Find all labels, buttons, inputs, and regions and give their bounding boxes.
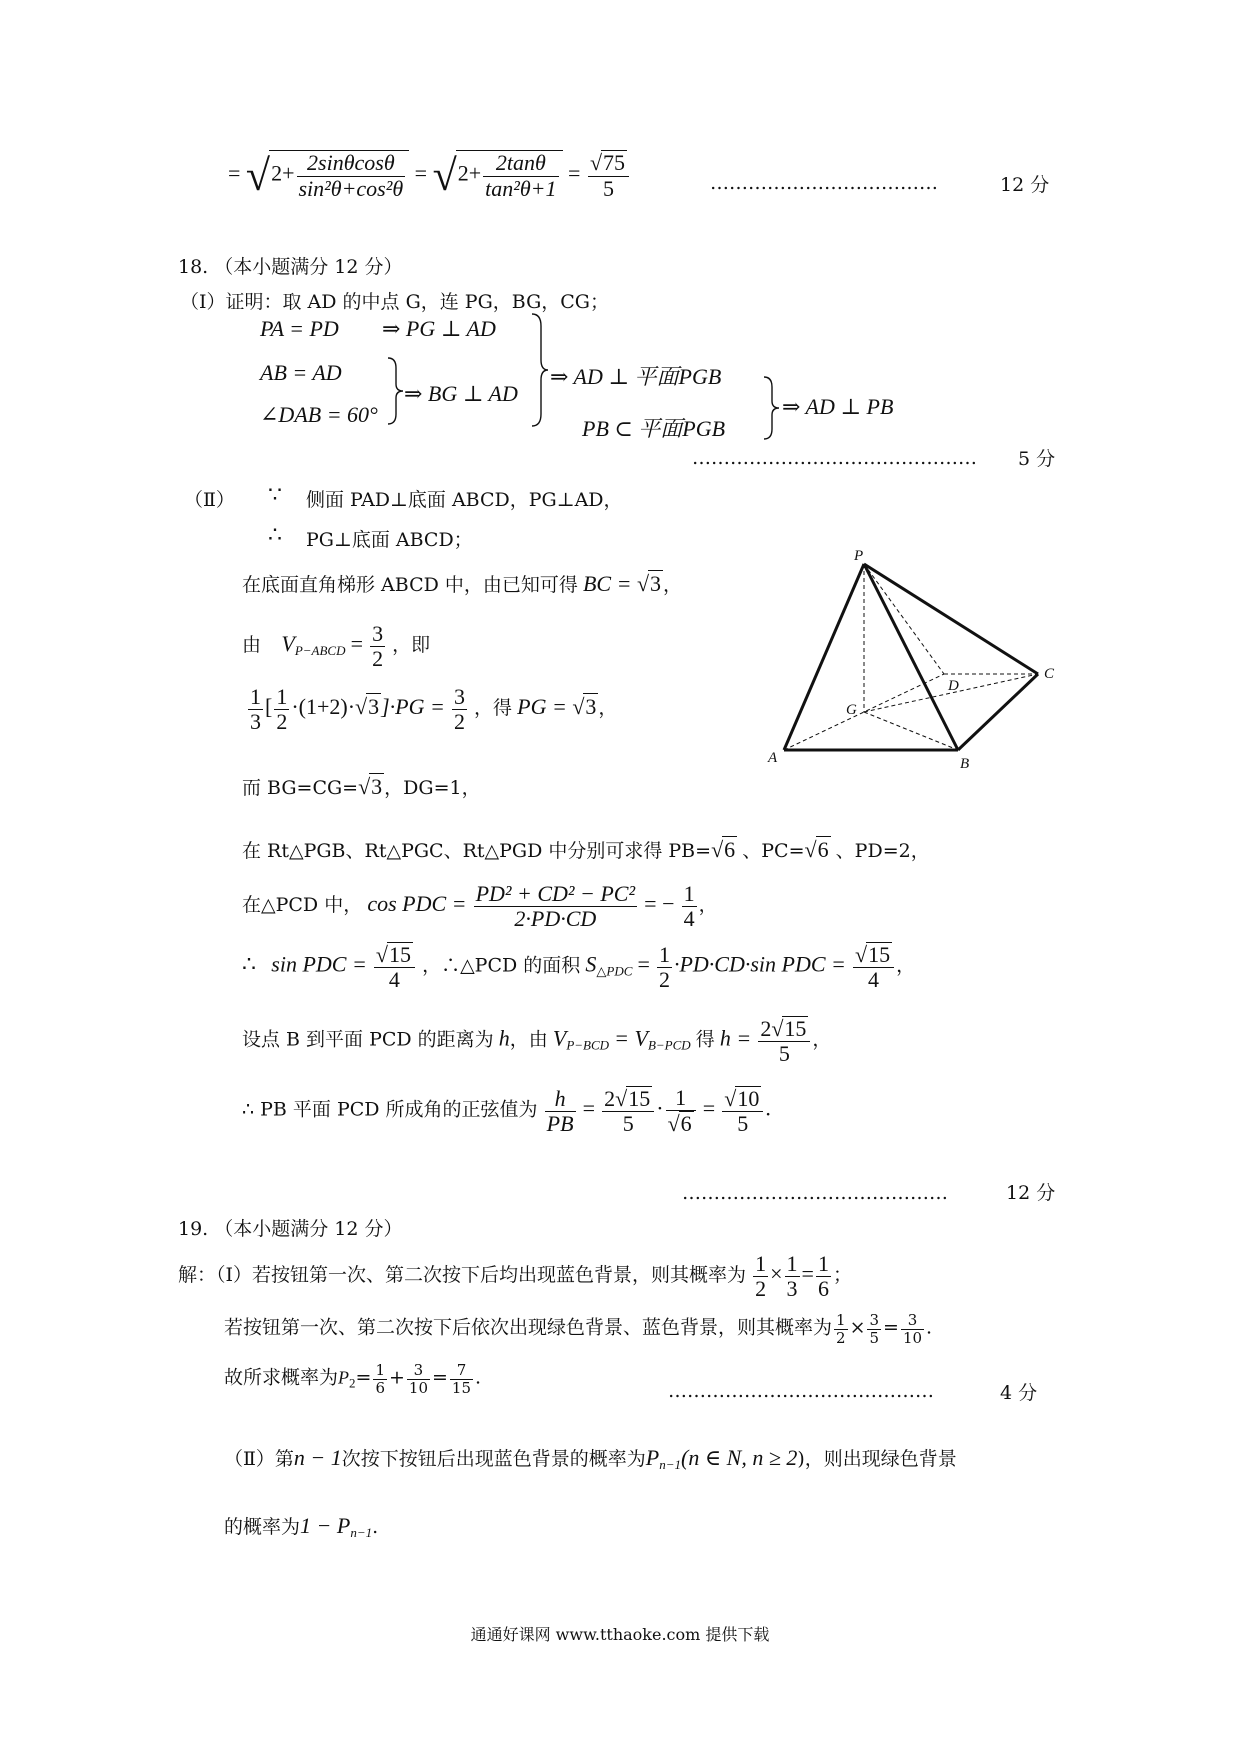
radicand: 3 [371, 774, 383, 799]
fraction [248, 685, 263, 734]
text: 在△PCD 中， [242, 894, 363, 917]
num: 1 [786, 1251, 798, 1276]
times: × [849, 1316, 866, 1339]
text: ，DG=1， [384, 777, 481, 799]
text: 在 Rt△PGB、Rt△PGC、Rt△PGD 中分别可求得 PB= [242, 840, 712, 862]
den: 2 [453, 709, 465, 735]
comma: ， [896, 954, 916, 977]
because-symbol: ∵ [268, 483, 282, 508]
fraction [867, 1312, 881, 1346]
plus: + [388, 1366, 405, 1389]
proof-line-3-left: ∠DAB = 60° [260, 402, 378, 427]
edge-PB [864, 564, 958, 750]
score-label: 12 分 [1000, 174, 1050, 196]
text: ，得 [474, 697, 513, 720]
math: (n ∈ N, n ≥ 2 [681, 1445, 798, 1470]
part2-line-10 [242, 1016, 831, 1066]
num: √15 [853, 942, 894, 968]
area-symbol: S [585, 951, 597, 977]
num: 2√15 [758, 1016, 810, 1042]
period: . [926, 1316, 933, 1339]
num: 7 [450, 1362, 473, 1380]
term-two: 2+ [271, 161, 295, 187]
den: 2 [755, 1276, 767, 1302]
den: √6 [667, 1111, 692, 1137]
therefore-symbol: ∴ [242, 952, 256, 978]
comma: ， [698, 894, 718, 917]
score-label: 12 分 [1006, 1182, 1056, 1204]
den: 2 [658, 966, 670, 992]
subscript: P−ABCD [294, 643, 346, 659]
den: PB [546, 1110, 574, 1136]
q18-title: 18. （本小题满分 12 分） [178, 256, 403, 278]
den: 6 [375, 1378, 385, 1397]
equals: = [702, 1095, 716, 1121]
right-brace-small [386, 356, 406, 426]
part2-line-5 [246, 685, 617, 734]
fraction [834, 1312, 848, 1346]
num: 1 [755, 1251, 767, 1276]
equals: = [637, 951, 650, 977]
equals: = [355, 1366, 372, 1389]
den: 2 [372, 646, 384, 672]
radicand-1 [269, 150, 409, 200]
part2-line-4 [242, 622, 430, 671]
fraction [657, 943, 672, 992]
num: h [545, 1087, 576, 1112]
den: 4 [868, 967, 880, 993]
subscript: △PDC [596, 963, 633, 979]
num: 1 [836, 1311, 846, 1329]
den: 10 [408, 1378, 428, 1397]
fraction-3-den: 5 [602, 175, 614, 201]
math: ]·PG = [381, 694, 445, 720]
math: P [338, 1367, 350, 1388]
num: 1 [276, 684, 288, 709]
den: 6 [817, 1276, 829, 1302]
fraction [274, 685, 289, 734]
fraction [407, 1362, 430, 1396]
den: 2 [276, 709, 288, 735]
q19-title: 19. （本小题满分 12 分） [178, 1218, 403, 1240]
fraction [901, 1312, 924, 1346]
fraction [545, 1087, 576, 1136]
equals: = [801, 1261, 814, 1287]
den: 4 [388, 967, 400, 993]
num: 1 [375, 1361, 385, 1379]
fraction [753, 1252, 768, 1301]
num: 3 [869, 1311, 880, 1329]
num: 1 [250, 684, 261, 709]
text: ，由 [509, 1028, 548, 1051]
fraction-2-num: 2tanθ [483, 151, 558, 176]
radicand: 6 [724, 837, 736, 862]
fraction-1-den: sin²θ+cos²θ [298, 175, 404, 201]
right-brace-final [762, 375, 782, 441]
pyramid-figure [760, 548, 1060, 778]
semicolon: ； [832, 1264, 852, 1287]
proof-line-2-left: AB = AD [260, 360, 342, 385]
text: 而 BG=CG= [242, 777, 359, 799]
edge-PA [784, 564, 864, 750]
period: . [475, 1366, 482, 1389]
den: 2 [836, 1328, 846, 1347]
label-D: D [948, 678, 959, 694]
q19-line-2 [224, 1312, 932, 1346]
score-label: 5 分 [1018, 448, 1056, 470]
den: 2·PD·CD [514, 906, 597, 932]
q19-line-4 [224, 1444, 957, 1473]
text: 次按下按钮后出现蓝色背景的概率为 [341, 1448, 646, 1470]
fraction [602, 1086, 654, 1136]
part2-line-2: PG⊥底面 ABCD； [306, 529, 473, 551]
fraction [853, 942, 894, 992]
edge-GB [864, 712, 958, 750]
fraction-1-num: 2sinθcosθ [297, 151, 406, 176]
math: PG = [517, 694, 573, 720]
text: 解：（Ⅰ）若按钮第一次、第二次按下后均出现蓝色背景，则其概率为 [178, 1264, 747, 1287]
equals: = [432, 1366, 448, 1389]
num: 1 [666, 1086, 696, 1111]
math: h [498, 1025, 510, 1051]
equals: = [568, 160, 581, 186]
proof-line-23-right: ⇒ BG ⊥ AD [404, 381, 518, 406]
equals: = [582, 1095, 596, 1121]
den: 4 [683, 906, 695, 932]
fraction [374, 942, 415, 992]
proof-final: ⇒ AD ⊥ PB [782, 394, 894, 419]
fraction [816, 1252, 831, 1301]
num: 3 [453, 684, 465, 709]
num: 3 [407, 1362, 430, 1380]
math: ·(1+2)· [291, 694, 356, 720]
fraction [474, 882, 637, 931]
text: 故所求概率为 [224, 1366, 339, 1389]
part2-line-3 [242, 570, 682, 597]
num: 3 [901, 1312, 924, 1330]
den: 10 [902, 1328, 923, 1347]
fraction-2 [483, 151, 558, 200]
radicand: 3 [585, 694, 597, 720]
math: h = [719, 1025, 752, 1051]
fraction [758, 1016, 810, 1066]
edge-PD [864, 564, 944, 674]
math: = − [644, 891, 675, 917]
label-B: B [960, 756, 970, 772]
sqrt-sign: √ [711, 837, 724, 862]
text: 由 [242, 634, 262, 657]
part2-line-6 [242, 773, 481, 800]
part2-line-7 [242, 836, 930, 863]
text: ∴ PB 平面 PCD 所成角的正弦值为 [242, 1098, 538, 1121]
proof-line-1-right: ⇒ PG ⊥ AD [382, 316, 496, 341]
subscript: 2 [349, 1375, 356, 1391]
math: cos PDC = [367, 891, 467, 917]
text: 、PD=2， [835, 840, 930, 862]
therefore-symbol: ∴ [268, 523, 282, 548]
label-C: C [1044, 666, 1055, 682]
fraction [666, 1086, 696, 1136]
fraction [370, 622, 385, 671]
fraction-3 [588, 150, 629, 200]
q19-line-5 [224, 1512, 378, 1541]
label-P: P [854, 548, 864, 564]
math: = V [614, 1025, 648, 1051]
fraction [373, 1362, 387, 1396]
sqrt-sign: √ [572, 694, 585, 720]
den: 3 [786, 1276, 798, 1302]
text: 得 [695, 1028, 715, 1051]
fraction [722, 1086, 763, 1136]
fraction [452, 685, 467, 734]
proof-line-1-left: PA = PD [260, 316, 339, 341]
page-footer: 通通好课网 www.tthaoke.com 提供下载 [470, 1625, 770, 1644]
fraction-2-den: tan²θ+1 [485, 175, 557, 201]
equals: = [350, 631, 363, 657]
subscript: n−1 [350, 1525, 373, 1540]
num: √15 [374, 942, 415, 968]
text: ，∴△PCD 的面积 [422, 954, 581, 977]
text: ，即 [392, 634, 431, 657]
edge-BC [958, 674, 1038, 750]
q18-part1-intro: （Ⅰ）证明：取 AD 的中点 G，连 PG，BG，CG； [180, 291, 609, 313]
radicand: 6 [817, 837, 829, 862]
q19-line-3 [224, 1362, 481, 1396]
comma: ， [812, 1028, 832, 1051]
dot: · [656, 1095, 664, 1121]
num: PD² + CD² − PC² [475, 881, 636, 906]
fraction [450, 1362, 473, 1396]
sqrt-sign: √ [432, 151, 457, 200]
sqrt-sign: √ [358, 774, 371, 799]
den: 5 [622, 1111, 634, 1137]
sqrt-sign: √ [804, 837, 817, 862]
den: 5 [737, 1111, 749, 1137]
term-two: 2+ [457, 161, 482, 187]
text: 的概率为 [224, 1516, 301, 1538]
period: . [372, 1516, 379, 1538]
part2-line-1: 侧面 PAD⊥底面 ABCD，PG⊥AD， [306, 489, 623, 511]
math: n − 1 [293, 1445, 342, 1470]
equals: = [414, 160, 428, 186]
q19-line-1 [178, 1252, 852, 1301]
text: 若按钮第一次、第二次按下后依次出现绿色背景、蓝色背景，则其概率为 [224, 1316, 833, 1339]
math: V [552, 1025, 567, 1051]
math: BC = [582, 571, 637, 596]
part2-line-8 [242, 882, 718, 931]
top-equation [228, 150, 631, 210]
fraction-3-num: √75 [588, 150, 629, 176]
radicand: 3 [368, 694, 380, 720]
proof-mid-top: ⇒ AD ⊥ 平面PGB [550, 364, 722, 389]
score-dots: …………………………………… [682, 1182, 948, 1204]
math: P [645, 1445, 660, 1470]
text: 在底面直角梯形 ABCD 中，由已知可得 [242, 574, 578, 596]
fraction-1 [297, 151, 406, 200]
score-dots: ……………………………………… [692, 447, 977, 469]
num: 3 [372, 621, 384, 646]
sqrt-sign: √ [636, 571, 650, 596]
part2-line-11 [242, 1086, 771, 1136]
label-G: G [846, 702, 857, 718]
radicand-2 [456, 150, 563, 200]
comma: ， [598, 697, 618, 720]
label-A: A [768, 750, 778, 766]
score-label: 4 分 [1000, 1382, 1038, 1404]
right-brace-large [530, 312, 550, 428]
math: ·PD·CD·sin PDC = [673, 951, 846, 977]
bracket: [ [265, 694, 273, 720]
subscript: P−BCD [566, 1037, 610, 1053]
sqrt-sign: √ [245, 151, 271, 200]
num: 1 [817, 1251, 829, 1276]
num: √10 [722, 1086, 763, 1112]
den: 5 [869, 1328, 880, 1347]
score-dots: ……………………………… [710, 172, 938, 194]
text: 设点 B 到平面 PCD 的距离为 [242, 1028, 494, 1051]
text: 、PC= [742, 840, 805, 862]
den: 15 [451, 1378, 472, 1397]
period: . [765, 1095, 771, 1121]
sqrt-sign: √ [355, 694, 368, 720]
part2-label: （Ⅱ） [184, 489, 235, 511]
den: 3 [250, 709, 261, 735]
volume-symbol: V [281, 631, 295, 657]
num: 2√15 [602, 1086, 654, 1112]
text: （Ⅱ）第 [224, 1448, 294, 1470]
num: 1 [683, 881, 695, 906]
fraction [682, 882, 697, 931]
subscript: B−PCD [647, 1037, 691, 1053]
math: 1 − P [300, 1513, 351, 1538]
equals: = [883, 1316, 899, 1339]
edge-PC [864, 564, 1038, 674]
radicand: 3 [650, 571, 662, 596]
math: sin PDC = [271, 951, 367, 977]
fraction [785, 1252, 800, 1301]
proof-mid-bottom: PB ⊂ 平面PGB [582, 416, 726, 441]
comma: ， [663, 574, 683, 596]
subscript: n−1 [659, 1457, 682, 1472]
times: × [770, 1261, 783, 1287]
score-dots: …………………………………… [668, 1380, 934, 1402]
den: 5 [778, 1041, 790, 1067]
num: 1 [658, 941, 670, 967]
text: )，则出现绿色背景 [797, 1448, 957, 1470]
eq-prefix: = [228, 160, 241, 186]
part2-line-9 [242, 942, 915, 992]
